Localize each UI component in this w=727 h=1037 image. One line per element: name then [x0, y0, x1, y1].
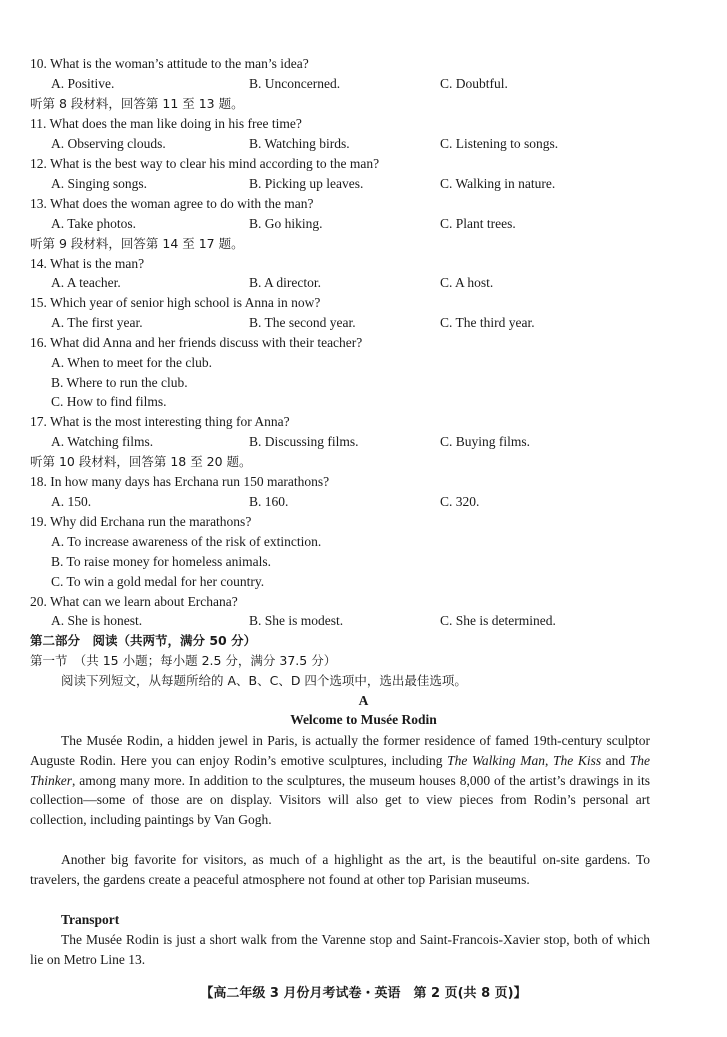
passage-title: Welcome to Musée Rodin	[290, 712, 437, 727]
q20-option-b: B. She is modest.	[249, 613, 344, 628]
question-12: 12. What is the best way to clear his mind according to the man?	[30, 156, 380, 171]
q12-option-b: B. Picking up leaves.	[249, 176, 364, 191]
q19-option-c: C. To win a gold medal for her country.	[51, 574, 265, 589]
transport-heading: Transport	[61, 912, 120, 927]
q18-option-a: A. 150.	[51, 494, 92, 509]
question-10: 10. What is the woman’s attitude to the man’s idea?	[30, 56, 309, 71]
q14-option-b: B. A director.	[249, 275, 321, 290]
p1-text-b: , among many more. In addition to the sculptures, the museum houses 8,000 of the artist’s drawings in its collection—some of those are on display. Visitors will also get to view pieces from Rodin’s personal art collection, including paintings by Van Gogh.	[30, 772, 650, 828]
work-title-kiss: The Kiss	[552, 752, 602, 768]
question-20: 20. What can we learn about Erchana?	[30, 594, 238, 609]
work-title-thinker: The Thinker	[30, 752, 651, 788]
q20-option-c: C. She is determined.	[440, 613, 556, 628]
section-9-instruction: 听第 9 段材料，回答第 14 至 17 题。	[30, 236, 244, 251]
p1-sep-2: and	[601, 752, 630, 768]
q13-option-c: C. Plant trees.	[440, 216, 516, 231]
q12-option-a: A. Singing songs.	[51, 176, 148, 191]
q11-option-a: A. Observing clouds.	[51, 136, 166, 151]
question-16: 16. What did Anna and her friends discuss with their teacher?	[30, 335, 363, 350]
q18-option-b: B. 160.	[249, 494, 289, 509]
q16-option-c: C. How to find films.	[51, 394, 167, 409]
q14-option-a: A. A teacher.	[51, 275, 121, 290]
work-title-walking-man: The Walking Man	[447, 752, 546, 768]
q14-option-c: C. A host.	[440, 275, 494, 290]
question-13: 13. What does the woman agree to do with the man?	[30, 196, 314, 211]
reading-instruction: 阅读下列短文，从每题所给的 A、B、C、D 四个选项中，选出最佳选项。	[61, 673, 467, 688]
question-17: 17. What is the most interesting thing for Anna?	[30, 414, 290, 429]
p1-sep-1: ,	[545, 752, 553, 768]
question-14: 14. What is the man?	[30, 256, 145, 271]
q15-option-b: B. The second year.	[249, 315, 356, 330]
question-15: 15. Which year of senior high school is Anna in now?	[30, 295, 321, 310]
q13-option-a: A. Take photos.	[51, 216, 137, 231]
q20-option-a: A. She is honest.	[51, 613, 143, 628]
q15-option-c: C. The third year.	[440, 315, 535, 330]
part-2-heading: 第二部分 阅读（共两节，满分 50 分）	[30, 633, 257, 648]
question-11: 11. What does the man like doing in his free time?	[30, 116, 302, 131]
passage-paragraph-3: The Musée Rodin is just a short walk from the Varenne stop and Saint-Francois-Xavier stop, both of which lie on Metro Line 13.	[30, 932, 650, 967]
section-8-instruction: 听第 8 段材料，回答第 11 至 13 题。	[30, 96, 244, 111]
q17-option-c: C. Buying films.	[440, 434, 531, 449]
q19-option-b: B. To raise money for homeless animals.	[51, 554, 272, 569]
question-18: 18. In how many days has Erchana run 150 marathons?	[30, 474, 330, 489]
question-19: 19. Why did Erchana run the marathons?	[30, 514, 252, 529]
q10-option-b: B. Unconcerned.	[249, 76, 341, 91]
passage-paragraph-1	[30, 731, 650, 830]
section-10-instruction: 听第 10 段材料，回答第 18 至 20 题。	[30, 454, 252, 469]
q15-option-a: A. The first year.	[51, 315, 143, 330]
q13-option-b: B. Go hiking.	[249, 216, 323, 231]
q17-option-a: A. Watching films.	[51, 434, 154, 449]
q10-option-a: A. Positive.	[51, 76, 115, 91]
passage-paragraph-2: Another big favorite for visitors, as much of a highlight as the art, is the beautiful on-site gardens. To travelers, the gardens create a peaceful atmosphere not found at other top Parisian museums.	[30, 852, 650, 887]
passage-letter: A	[358, 693, 369, 708]
section-1-heading: 第一节 （共 15 小题；每小题 2.5 分，满分 37.5 分）	[30, 653, 337, 668]
q16-option-b: B. Where to run the club.	[51, 375, 188, 390]
q11-option-c: C. Listening to songs.	[440, 136, 559, 151]
q11-option-b: B. Watching birds.	[249, 136, 350, 151]
p1-text-a: The Musée Rodin, a hidden jewel in Paris, is actually the former residence of famed 19th-century sculptor Auguste Rodin. Here you can enjoy Rodin’s emotive sculptures, including	[30, 733, 650, 768]
page-footer: 【高二年级 3 月份月考试卷・英语 第 2 页(共 8 页)】	[200, 986, 527, 1001]
q19-option-a: A. To increase awareness of the risk of extinction.	[51, 534, 322, 549]
q10-option-c: C. Doubtful.	[440, 76, 508, 91]
q16-option-a: A. When to meet for the club.	[51, 355, 212, 370]
q18-option-c: C. 320.	[440, 494, 480, 509]
q12-option-c: C. Walking in nature.	[440, 176, 556, 191]
q17-option-b: B. Discussing films.	[249, 434, 359, 449]
